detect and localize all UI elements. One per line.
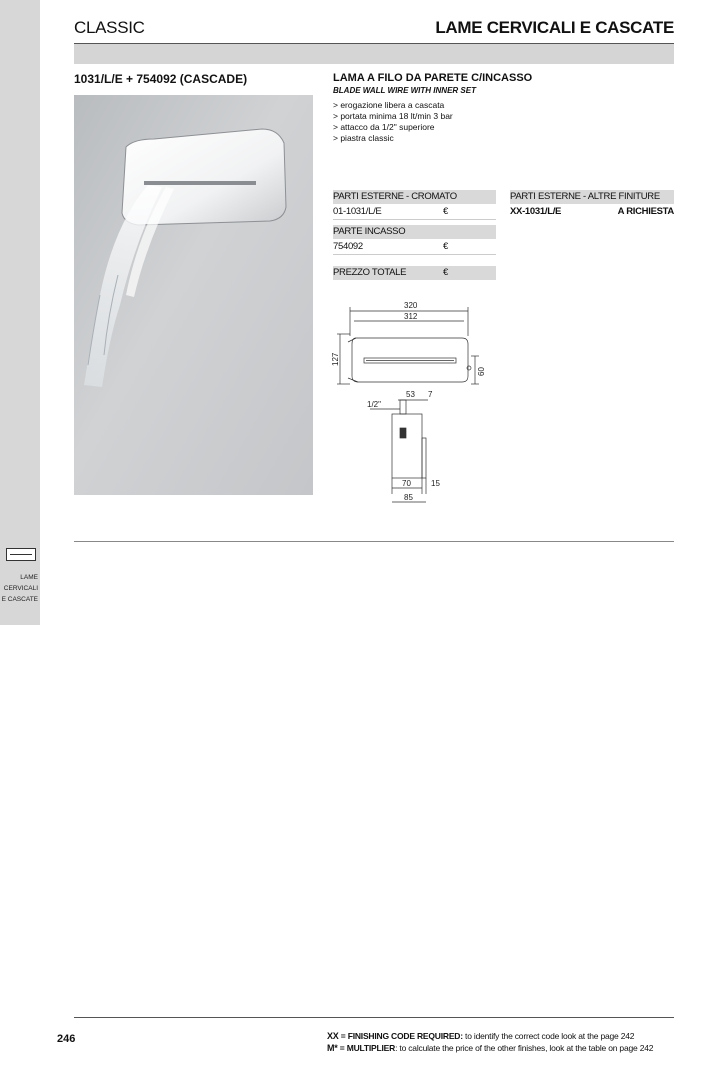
dim-60: 60 [477, 367, 486, 376]
dim-312: 312 [404, 312, 418, 321]
dim-7: 7 [428, 390, 433, 399]
ext-chrome-header: PARTI ESTERNE - CROMATO [333, 191, 457, 202]
m-text: : to calculate the price of the other finishes, look at the table on page 242 [395, 1043, 654, 1053]
ext-other-row [510, 205, 674, 219]
header-band [74, 44, 674, 64]
xx-label: = FINISHING CODE REQUIRED: [340, 1031, 463, 1041]
header-series: CLASSIC [74, 18, 145, 37]
technical-drawing [330, 296, 490, 516]
ext-chrome-row [333, 205, 496, 220]
side-tab [0, 0, 40, 625]
product-code: 1031/L/E + 754092 (CASCADE) [74, 72, 248, 86]
header-category: LAME CERVICALI E CASCATE [435, 18, 674, 37]
dim-53: 53 [406, 390, 415, 399]
dim-320: 320 [404, 301, 418, 310]
ext-other-price: A RICHIESTA [617, 206, 674, 217]
inner-code: 754092 [333, 241, 363, 252]
inner-header: PARTE INCASSO [333, 226, 406, 237]
ext-other-header: PARTI ESTERNE - ALTRE FINITURE [510, 191, 660, 202]
footer-divider [74, 1017, 674, 1018]
product-photo [74, 95, 313, 495]
ext-chrome-price: € [443, 206, 448, 217]
total-row [333, 266, 496, 280]
footer-notes [327, 1030, 653, 1054]
m-key: M* [327, 1043, 338, 1053]
blade-shower-icon [6, 548, 36, 561]
product-subtitle: BLADE WALL WIRE WITH INNER SET [333, 86, 476, 95]
feature-list [333, 100, 453, 144]
section-divider [74, 541, 674, 542]
inner-header-row [333, 225, 496, 239]
ext-chrome-header-row [333, 190, 496, 204]
total-price: € [443, 267, 448, 278]
ext-other-header-row [510, 190, 674, 204]
product-title: LAMA A FILO DA PARETE C/INCASSO [333, 72, 533, 84]
dim-127: 127 [331, 352, 340, 366]
inner-row [333, 240, 496, 255]
dim-70: 70 [402, 479, 411, 488]
dim-15: 15 [431, 479, 440, 488]
feature-item: > piastra classic [333, 133, 394, 143]
m-label: = MULTIPLIER [339, 1043, 396, 1053]
inner-price: € [443, 241, 448, 252]
page-number: 246 [57, 1033, 76, 1045]
xx-key: XX [327, 1031, 339, 1041]
dim-85: 85 [404, 493, 413, 502]
ext-other-code: XX-1031/L/E [510, 206, 562, 217]
feature-item: > portata minima 18 lt/min 3 bar [333, 111, 453, 121]
finishing-code-note [327, 1030, 653, 1042]
dim-half-inch: 1/2" [367, 400, 381, 409]
xx-text: to identify the correct code look at the page 242 [465, 1031, 635, 1041]
total-label: PREZZO TOTALE [333, 267, 407, 278]
feature-item: > attacco da 1/2" superiore [333, 122, 435, 132]
side-tab-label: LAME CERVICALI E CASCATE [1, 574, 38, 603]
feature-item: > erogazione libera a cascata [333, 100, 445, 110]
multiplier-note [327, 1042, 653, 1054]
ext-chrome-code: 01-1031/L/E [333, 206, 382, 217]
